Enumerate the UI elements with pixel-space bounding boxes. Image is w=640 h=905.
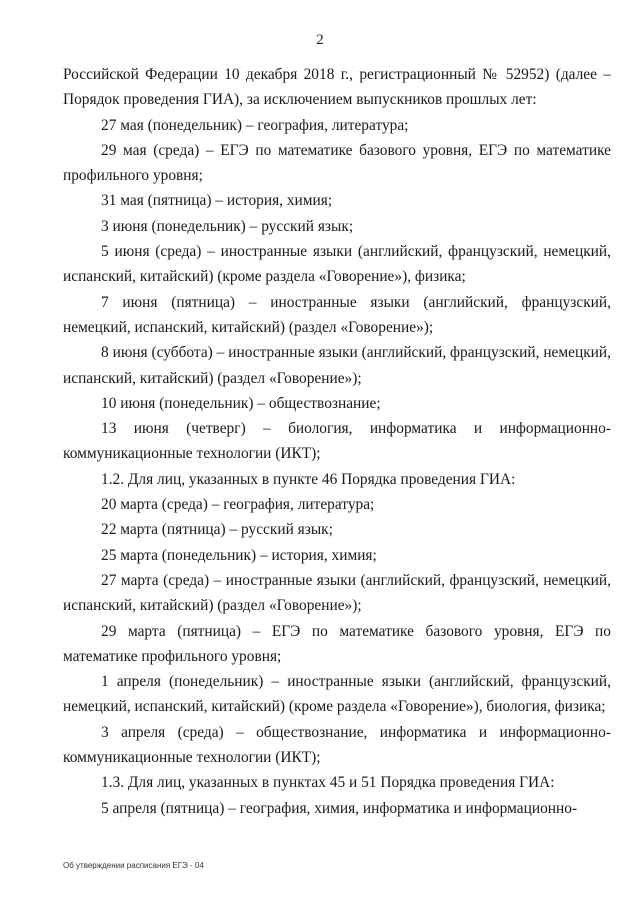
schedule-item: 5 апреля (пятница) – география, химия, информатика и информационно- xyxy=(101,799,578,817)
section-heading-1-3: 1.3. Для лиц, указанных в пунктах 45 и 51 Порядка проведения ГИА: xyxy=(101,774,555,792)
schedule-item: 8 июня (суббота) – иностранные языки (английский, французский, немецкий, испанский, китайский) (раздел «Говорение»); xyxy=(63,344,611,387)
schedule-item: 13 июня (четверг) – биология, информатика и информационно-коммуникационные технологии (ИКТ); xyxy=(63,420,611,463)
document-footer: Об утверждении расписания ЕГЭ - 04 xyxy=(63,861,204,870)
section-heading-1-2: 1.2. Для лиц, указанных в пункте 46 Порядка проведения ГИА: xyxy=(101,470,516,488)
schedule-item: 27 марта (среда) – иностранные языки (английский, французский, немецкий, испанский, китайский) (раздел «Говорение»); xyxy=(63,571,611,615)
schedule-item: 3 апреля (среда) – обществознание, информатика и информационно-коммуникационные технологии (ИКТ); xyxy=(63,723,611,767)
document-body xyxy=(63,62,611,821)
schedule-item: 3 июня (понедельник) – русский язык; xyxy=(101,217,354,235)
schedule-item: 10 июня (понедельник) – обществознание; xyxy=(101,394,381,412)
schedule-item: 7 июня (пятница) – иностранные языки (английский, французский, немецкий, испанский, китайский) (раздел «Говорение»); xyxy=(63,293,611,336)
schedule-item: 22 марта (пятница) – русский язык; xyxy=(101,521,333,539)
page-number: 2 xyxy=(316,32,324,48)
schedule-item: 5 июня (среда) – иностранные языки (английский, французский, немецкий, испанский, китайский) (кроме раздела «Говорение»), физика; xyxy=(63,243,611,286)
schedule-item: 1 апреля (понедельник) – иностранные языки (английский, французский, немецкий, испанский, китайский) (кроме раздела «Говорение»), биология, физика; xyxy=(63,673,611,716)
schedule-item: 29 марта (пятница) – ЕГЭ по математике базового уровня, ЕГЭ по математике профильного уровня; xyxy=(63,622,611,665)
schedule-item: 29 мая (среда) – ЕГЭ по математике базового уровня, ЕГЭ по математике профильного уровня; xyxy=(63,141,611,185)
schedule-item: 20 марта (среда) – география, литература; xyxy=(101,496,375,514)
schedule-item: 27 мая (понедельник) – география, литература; xyxy=(101,116,409,134)
schedule-item: 25 марта (понедельник) – история, химия; xyxy=(101,546,377,564)
paragraph-intro: Российской Федерации 10 декабря 2018 г., регистрационный № 52952) (далее – Порядок проведения ГИА), за исключением выпускников прошлых лет: xyxy=(63,66,611,109)
schedule-item: 31 мая (пятница) – история, химия; xyxy=(101,192,333,210)
